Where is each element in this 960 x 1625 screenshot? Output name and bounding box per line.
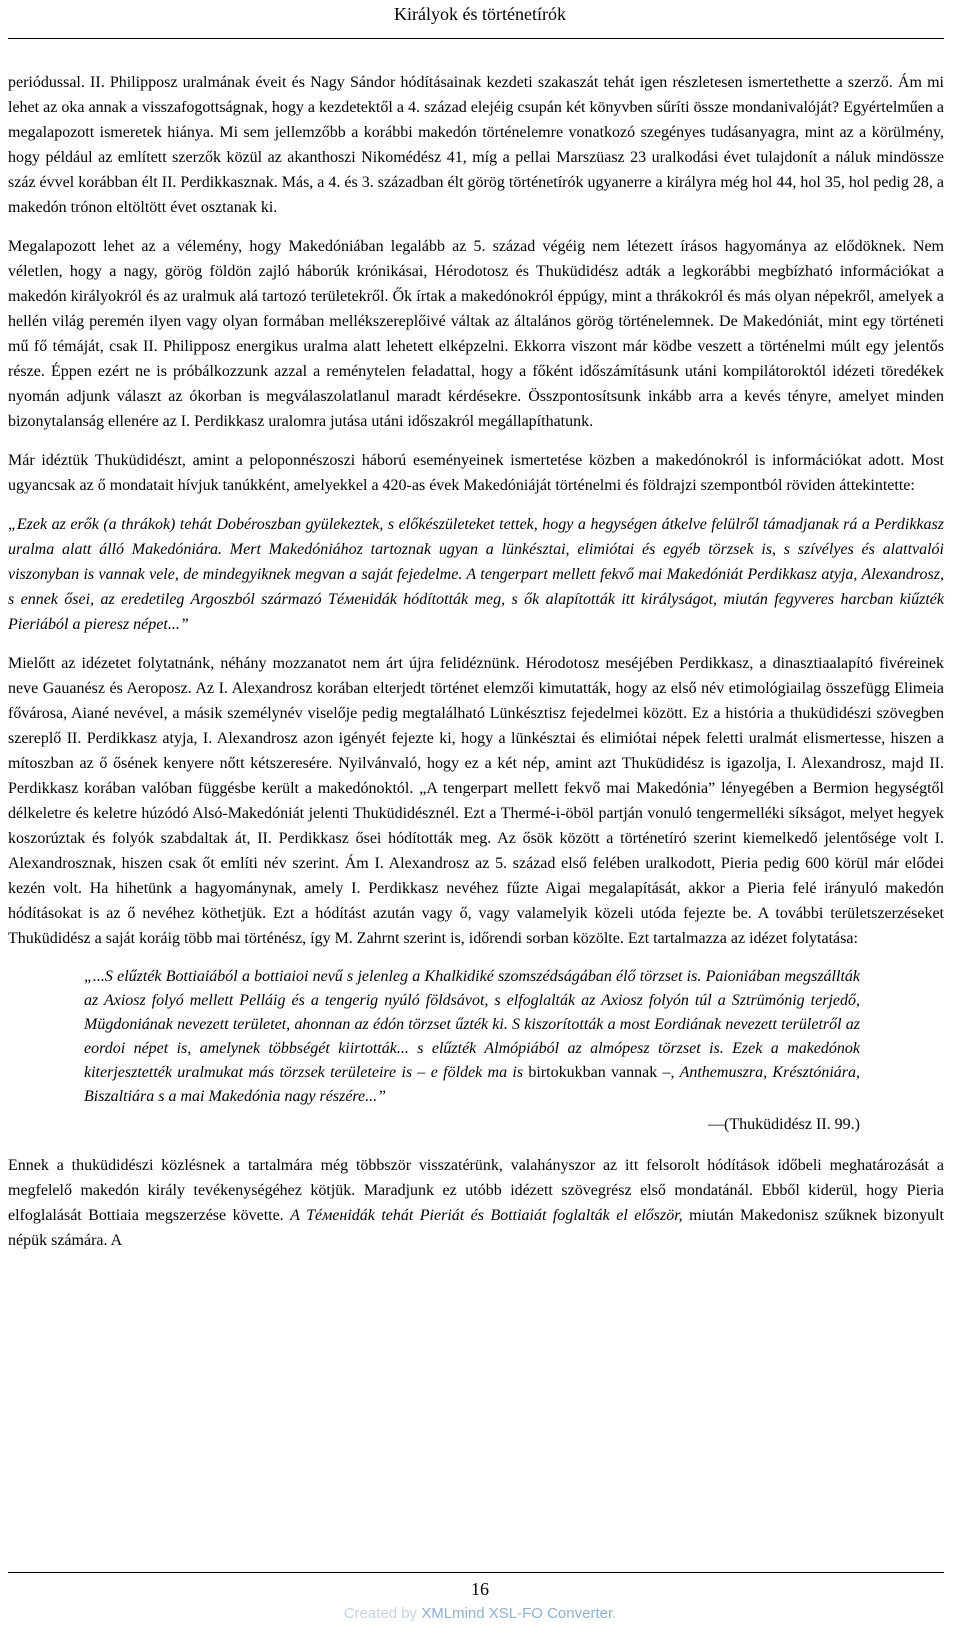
converter-credit	[0, 1604, 960, 1624]
paragraph-2: Megalapozott lehet az a vélemény, hogy Makedóniában legalább az 5. század végéig nem létezett írásos hagyománya az elődöknek. Nem véletlen, hogy a nagy, görög földön zajló háborúk krónikásai, Hérodotosz és Thuküdidész adták a legkorábbi megbízható információkat a makedón királyokról és az uralmuk alá tartozó területekről. Ők írtak a makedónokról éppúgy, mint a thrákokról és más olyan népekről, amelyek a hellén világ peremén ilyen vagy olyan formában mellékszereplőivé váltak az általános görög történelemnek. De Makedóniát, mint egy történeti mű fő témáját, csak II. Philipposz energikus uralma alatt lehetett elképzelni. Ekkorra viszont már ködbe veszett a történelmi múlt egy jelentős része. Éppen ezért ne is próbálkozzunk azzal a reménytelen feladattal, hogy a főként időszámításunk utáni kompilátoroktól idézeti töredékek nyomán adjunk választ az ókorban is megválaszolatlanul maradt kérdésekre. Összpontosítsunk inkább arra a kevés tényre, amelyet minden bizonytalanság ellenére az I. Perdikkasz uralomra jutása utáni időszakról megállapíthatunk.	[8, 238, 944, 430]
quotation-2-part-c: –, Anthemuszra, Krésztóniára, Biszaltiára s a mai Makedónia nagy részére...”	[84, 1064, 860, 1105]
paragraph-5	[8, 1153, 944, 1253]
footer-divider	[8, 1572, 944, 1573]
paragraph-5-part-a: Ennek a thuküdidészi közlésnek a tartalmára még többször visszatérünk, valahányszor az itt felsorolt hódítások időbeli meghatározását a megfelelő makedón király tevékenységéhez kötjük. Maradjunk ez utóbb idézett szövegrész első mondatánál. Ebből kiderül, hogy Pieria elfoglalását Bottiaia megszerzése követte.	[8, 1157, 944, 1224]
paragraph-3: Már idéztük Thuküdidészt, amint a peloponnészoszi háború eseményeinek ismertetése közben a makedónokról is információkat adott. Most ugyancsak az ő mondatait hívjuk tanúkként, amelyekkel a 420-as évek Makedóniáját történelmi és földrajzi szempontból röviden áttekintette:	[8, 452, 944, 494]
page-number: 16	[471, 1579, 489, 1599]
converter-credit-prefix: Created by	[343, 1605, 422, 1622]
converter-credit-link[interactable]: XMLmind XSL-FO Converter	[421, 1605, 613, 1622]
quotation-2	[84, 965, 860, 1109]
header-divider	[8, 38, 944, 39]
paragraph-4: Mielőtt az idézetet folytatnánk, néhány mozzanatot nem árt újra felidéznünk. Hérodotosz meséjében Perdikkasz, a dinasztiaalapító fivéreinek neve Gauanész és Aeroposz. Az I. Alexandrosz korában elterjedt történet elemzői kimutatták, hogy az első név etimológiailag összefügg Elimeia fővárosa, Aiané nevével, a másik személynév viselője pedig megtalálható Lünkésztisz fejedelmei között. Ez a história a thuküdidészi szövegben szereplő II. Perdikkasz atyja, I. Alexandrosz azon igényét fejezte ki, hogy a lünkésztai és elimiótai népek feletti uralmát elismertesse, hiszen a mítoszban az ő ősének kenyere nőtt kétszeresére. Nyilvánvaló, hogy ez a két nép, amint azt Thuküdidész is igazolja, I. Alexandrosz, majd II. Perdikkasz korában valóban függésbe került a makedónoktól. „A tengerpart mellett fekvő mai Makedónia” lényegében a Bermion hegységtől délkeletre és keletre húzódó Alsó-Makedóniát jelenti Thuküdidésznél. Ezt a Thermé-i-öböl partján vonuló tengermelléki síkságot, melyet hegyek koszorúztak és folyók szabdaltak át, II. Perdikkasz ősei hódították meg. Az ősök között a történetíró szerint kiemelkedő jelentősége volt I. Alexandrosznak, hiszen csak őt említi név szerint. Ám I. Alexandrosz az 5. század első felében uralkodott, Pieria pedig 600 körül már elődei kezén volt. Ha hihetünk a hagyománynak, amely I. Perdikkasz nevéhez fűzte Aigai megalapítását, akkor a Pieria felé irányuló makedón hódításokat is az ő nevéhez köthetjük. Ezt a hódítást azután vagy ő, vagy valamelyik közeli utóda fejezte be. A további területszerzéseket Thuküdidész a saját koráig több mai történész, így M. Zahrnt szerint is, időrendi sorban közölte. Ezt tartalmazza az idézet folytatása:	[8, 655, 944, 947]
quotation-attribution: —(Thuküdidész II. 99.)	[708, 1116, 860, 1133]
converter-credit-suffix: .	[612, 1605, 617, 1622]
running-title: Királyok és történetírók	[394, 4, 566, 24]
quotation-1: „Ezek az erők (a thrákok) tehát Dobéroszban gyülekeztek, s előkészületeket tettek, hogy a hegységen átkelve felülről támadjanak rá a Perdikkasz uralma alatt álló Makedóniára. Mert Makedóniához tartoznak ugyan a lünkésztai, elimiótai és egyéb törzsek is, s szívélyes és alattvalói viszonyban is vannak vele, de mindegyiknek megvan a saját fejedelme. A tengerpart mellett fekvő mai Makedóniát Perdikkasz atyja, Alexandrosz, s ennek ősei, az eredetileg Argoszból származó Téменidák hódították meg, s ők alapították itt királyságot, miután fegyveres harcban kiűzték Pieriából a pieresz népet...”	[8, 516, 944, 633]
page-body	[8, 70, 944, 1267]
paragraph-5-part-c: miután Makedonisz szűknek bizonyult népük számára. A	[8, 1207, 945, 1249]
paragraph-1: periódussal. II. Philipposz uralmának éveit és Nagy Sándor hódításainak kezdeti szakaszát tehát igen részletesen ismertethette a szerző. Ám mi lehet az oka annak a visszafogottságnak, hogy a kezdetektől a 4. század elejéig csupán két könyvben sűríti össze mondanivalóját? Egyértelműen a megalapozott ismeretek hiánya. Mi sem jellemzőbb a korábbi makedón történelemre vonatkozó szegényes tudásanyagra, mint az a körülmény, hogy például az említett szerzők közül az akanthoszi Nikomédész 41, míg a pellai Marszüasz 23 uralkodási évet tulajdonít a náluk mindössze száz évvel korábban élt II. Perdikkasznak. Más, a 4. és 3. században élt görög történetírók ugyanerre a királyra még hol 44, hol 35, hol pedig 28, a makedón trónon eltöltött évet osztanak ki.	[8, 74, 944, 216]
quotation-2-part-b: birtokukban vannak	[528, 1064, 658, 1081]
paragraph-5-emphasis: A Téменidák tehát Pieriát és Bottiaiát foglalták el először,	[290, 1207, 683, 1224]
quotation-2-part-a: „...S elűzték Bottiaiából a bottiaioi nevű s jelenleg a Khalkidiké szomszédságában élő törzset is. Paioniában megszállták az Axiosz folyó mellett Pelláig és a tengerig nyúló földsávot, s elfoglalták az Axiosz folyón túl a Sztrümónig terjedő, Mügdoniának nevezett területet, ahonnan az édón törzset űzték ki. S kiszorították a most Eordiának nevezett területről az eordoi népet is, amelynek többségét kiirtották... s elűzték Almópiából az almópesz törzset is. Ezek a makedónok kiterjesztették uralmukat más törzsek területeire is – e földek ma is	[84, 968, 860, 1081]
